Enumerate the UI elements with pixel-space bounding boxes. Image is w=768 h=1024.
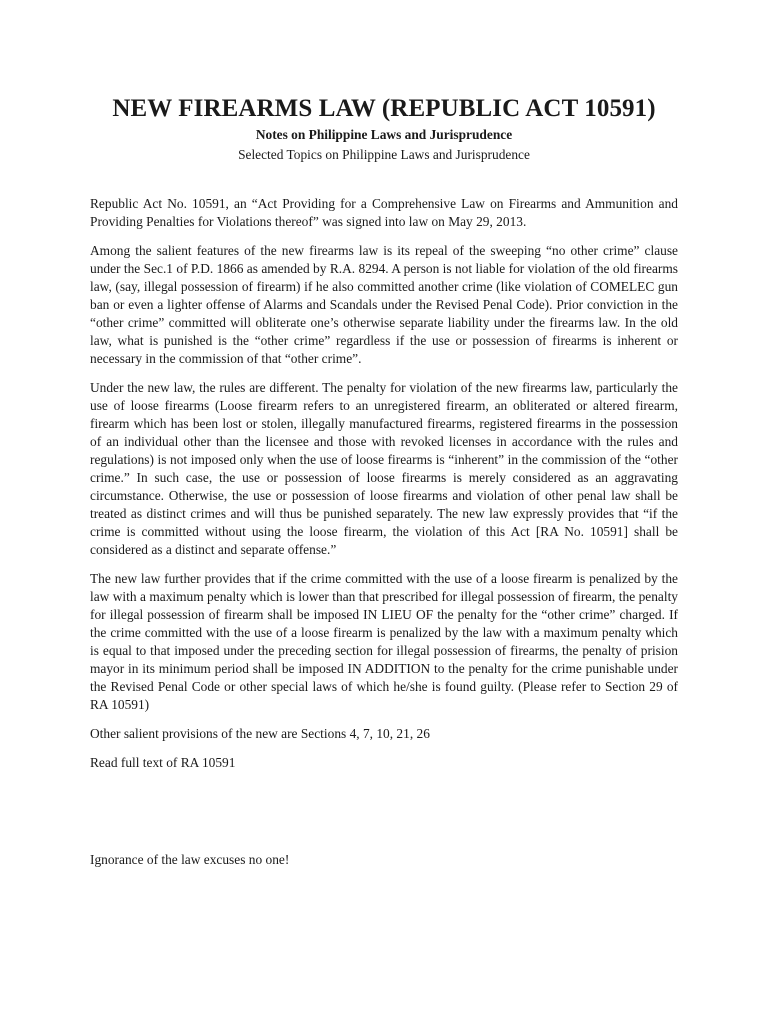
document-body [90,195,678,783]
paragraph-read-full-text: Read full text of RA 10591 [90,755,236,770]
paragraph-other-provisions: Other salient provisions of the new are Sections 4, 7, 10, 21, 26 [90,726,430,741]
document-subtitle: Notes on Philippine Laws and Jurisprudence [255,127,513,142]
paragraph-intro: Republic Act No. 10591, an “Act Providing for a Comprehensive Law on Firearms and Ammunition and Providing Penalties for Violations thereof” was signed into law on May 29, 2013. [90,196,678,229]
document-title: NEW FIREARMS LAW (REPUBLIC ACT 10591) [112,95,656,122]
document-tagline: Selected Topics on Philippine Laws and Jurisprudence [238,147,530,162]
paragraph-salient-features: Among the salient features of the new firearms law is its repeal of the sweeping “no other crime” clause under the Sec.1 of P.D. 1866 as amended by R.A. 8294. A person is not liable for violation of the old firearms law, (say, illegal possession of firearm) if he also committed another crime (like violation of COMELEC gun ban or even a lighter offense of Alarms and Scandals under the Revised Penal Code). Prior conviction in the “other crime” committed will obliterate one’s otherwise separate liability under the firearms law. In the old law, what is punished is the “other crime” regardless if the use or possession of firearms is inherent or necessary in the commission of that “other crime”. [90,243,678,366]
paragraph-penalties: The new law further provides that if the crime committed with the use of a loose firearm is penalized by the law with a maximum penalty which is lower than that prescribed for illegal possession of firearm, the penalty for illegal possession of firearm shall be imposed IN LIEU OF the penalty for the “other crime” charged. If the crime committed with the use of a loose firearm is penalized by the law with a maximum penalty which is equal to that imposed under the preceding section for illegal possession of firearms, the penalty of prision mayor in its minimum period shall be imposed IN ADDITION to the penalty for the crime punishable under the Revised Penal Code or other special laws of which he/she is found guilty. (Please refer to Section 29 of RA 10591) [90,571,678,712]
paragraph-new-rules: Under the new law, the rules are different. The penalty for violation of the new firearms law, particularly the use of loose firearms (Loose firearm refers to an unregistered firearm, an obliterated or altered firearm, firearm which has been lost or stolen, illegally manufactured firearms, registered firearms in the possession of an individual other than the licensee and those with revoked licenses in accordance with the rules and regulations) is not imposed only when the use of loose firearms is “inherent” in the commission of the “other crime.” In such case, the use or possession of loose firearms is merely considered as an aggravating circumstance. Otherwise, the use or possession of loose firearms and violation of other penal law shall be treated as distinct crimes and will thus be punished separately. The new law expressly provides that “if the crime is committed without using the loose firearm, the violation of this Act [RA No. 10591] shall be considered as a distinct and separate offense.” [90,380,678,557]
closing-line: Ignorance of the law excuses no one! [90,852,290,867]
